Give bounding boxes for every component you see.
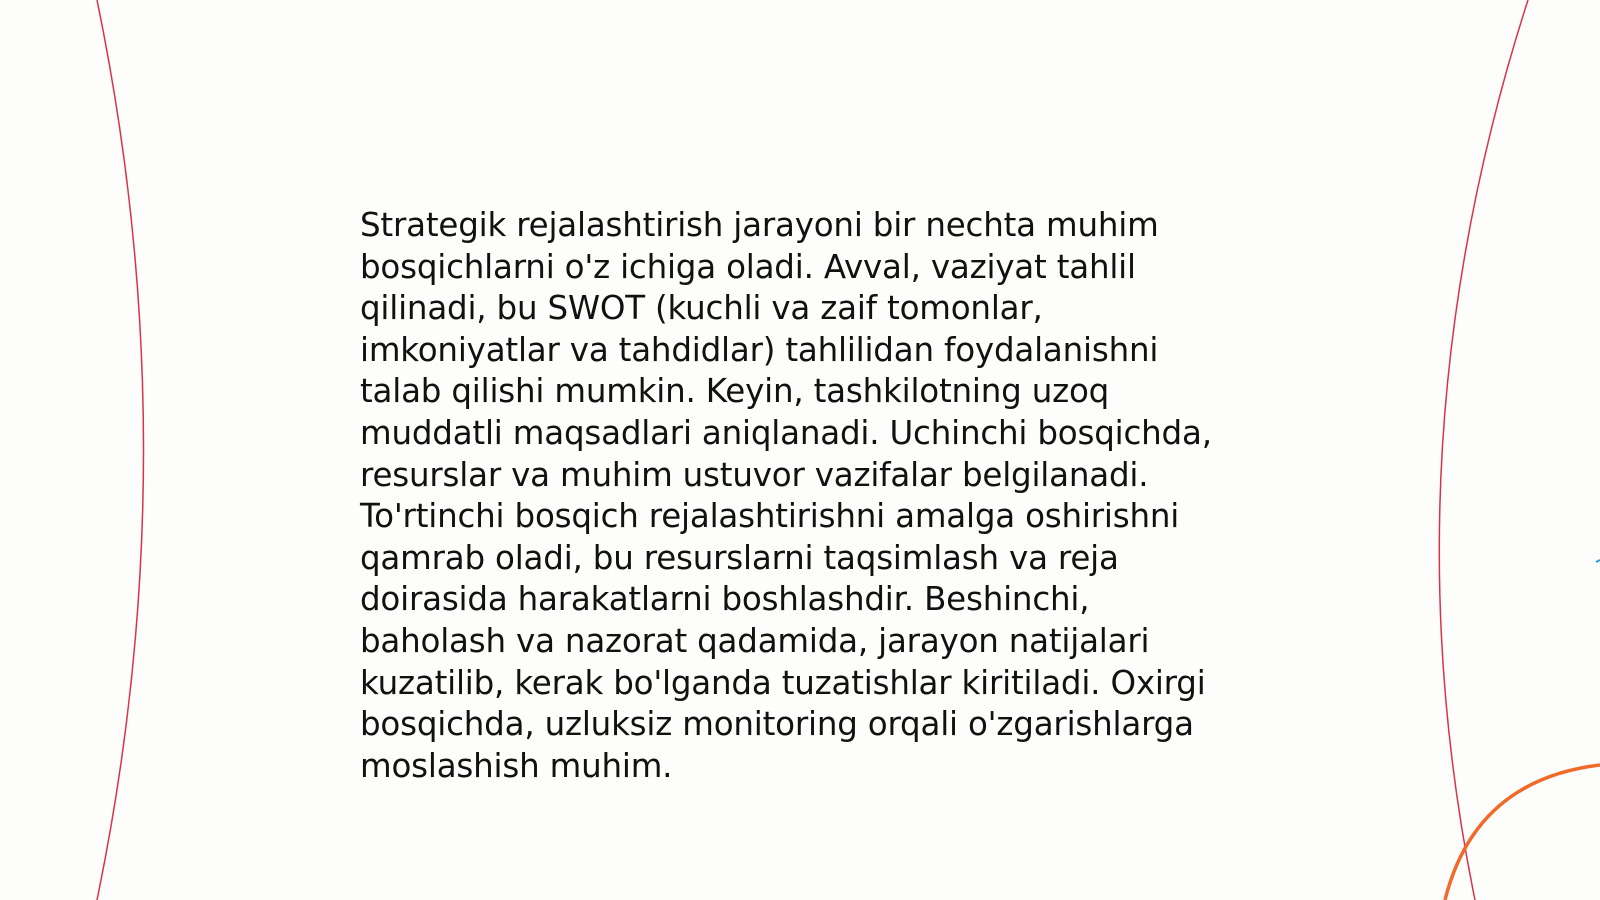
- right-curve-line: [1439, 0, 1528, 900]
- blue-tick: [1596, 560, 1600, 562]
- left-curve-line: [97, 0, 144, 900]
- body-paragraph: Strategik rejalashtirish jarayoni bir nechta muhim bosqichlarni o'z ichiga oladi. Avval, vaziyat tahlil qilinadi, bu SWOT (kuchli va zaif tomonlar, imkoniyatlar va tahdidlar) tahlilidan foydalanishni talab qilishi mumkin. Keyin, tashkilotning uzoq muddatli maqsadlari aniqlanadi. Uchinchi bosqichda, resurslar va muhim ustuvor vazifalar belgilanadi. To'rtinchi bosqich rejalashtirishni amalga oshirishni qamrab oladi, bu resurslarni taqsimlash va reja doirasida harakatlarni boshlashdir. Beshinchi, baholash va nazorat qadamida, jarayon natijalari kuzatilib, kerak bo'lganda tuzatishlar kiritiladi. Oxirgi bosqichda, uzluksiz monitoring orqali o'zgarishlarga moslashish muhim.: [360, 206, 1212, 785]
- orange-arc: [1445, 765, 1600, 900]
